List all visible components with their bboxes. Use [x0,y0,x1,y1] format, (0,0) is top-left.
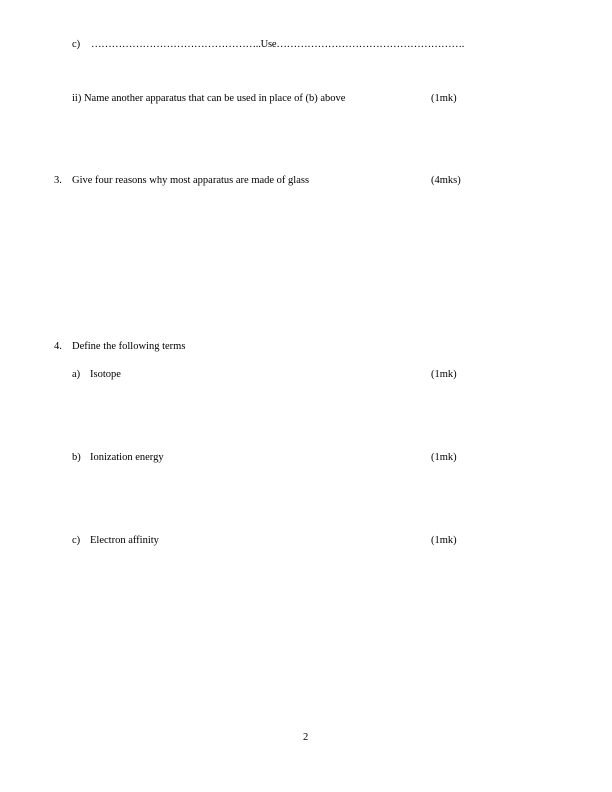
q4-c-label: c) [72,535,81,546]
q4-b-term: Ionization energy [90,452,164,463]
q3-number: 3. [54,175,62,186]
q4-c-term: Electron affinity [90,535,159,546]
q2-c-answer-line: …………………………………………..Use………………………………………………. [91,39,465,50]
q4-b-marks: (1mk) [431,452,457,463]
q4-text: Define the following terms [72,341,186,352]
q4-number: 4. [54,341,62,352]
q2-ii-marks: (1mk) [431,93,457,104]
q4-a-marks: (1mk) [431,369,457,380]
page-number: 2 [303,732,309,743]
q3-text: Give four reasons why most apparatus are made of glass [72,175,310,186]
q4-c-marks: (1mk) [431,535,457,546]
q4-a-label: a) [72,369,81,380]
q4-b-label: b) [72,452,81,463]
q4-a-term: Isotope [90,369,121,380]
q3-marks: (4mks) [431,175,461,186]
q2-c-label: c) [72,39,81,50]
q2-ii-text: ii) Name another apparatus that can be used in place of (b) above [72,93,346,104]
